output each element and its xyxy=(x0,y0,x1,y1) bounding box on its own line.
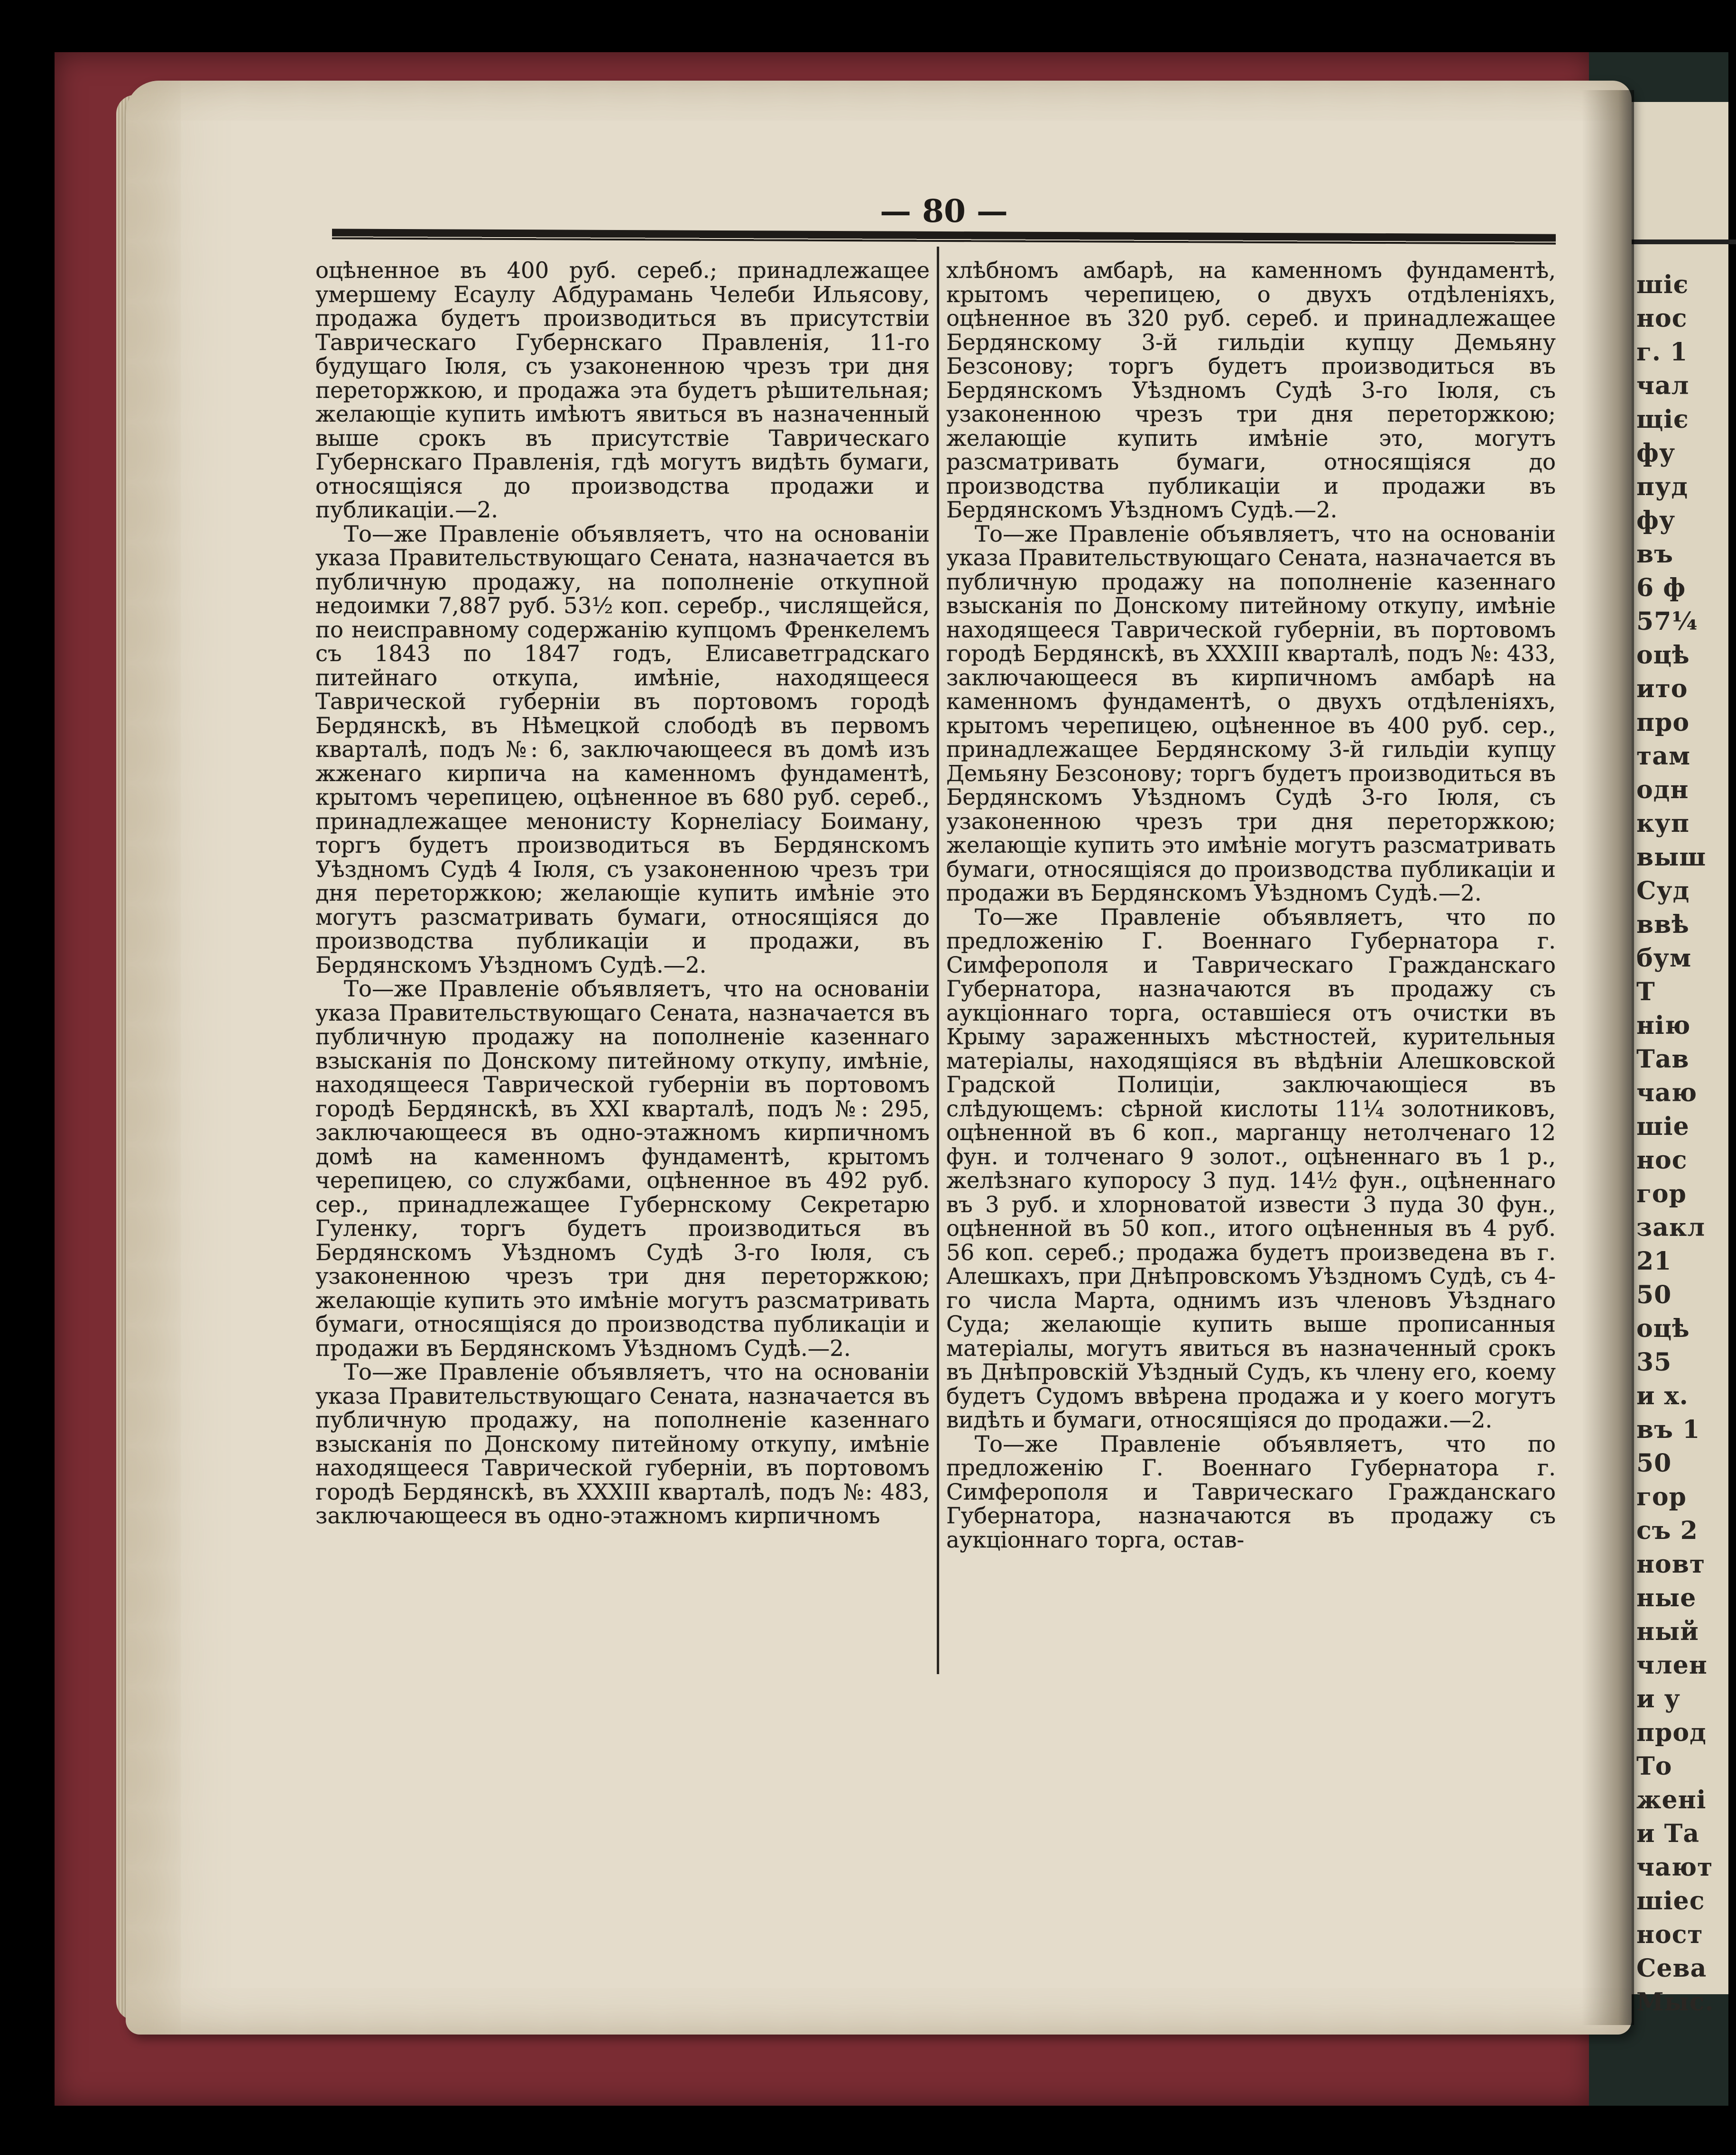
left-paragraph: оцѣненное въ 400 руб. сереб.; принадлежащее умершему Есаулу Абдурамань Челеби Ильясову, продажа будетъ производиться въ присутствіи Таврическаго Губернскаго Правленія, 11-го будущаго Іюля, съ узаконенною чрезъ три дня переторжкою, и продажа эта будетъ рѣшительная; желающіе купить имѣютъ явиться въ назначенный выше срокъ въ присутствіе Таврическаго Губернскаго Правленія, гдѣ могутъ видѣть бумаги, относящіяся до производства продажи и публикаціи.—2. xyxy=(315,258,930,523)
facing-page xyxy=(1622,102,1728,2017)
facing-page-text: шіє нос г. 1 чал щіє фу пуд фу въ 6 ф 57¼ оцѣ ито про там одн куп выш Суд ввѣ бум Т нію Тав чаю шіе нос гор закл 21 50 оцѣ 35 и х. въ 1 50 гор съ 2 новт ные ный член и у прод То женi и Та чают шіес ност Сева Мыс. xyxy=(1636,270,1714,2017)
page-number: — 80 — xyxy=(880,193,1008,230)
left-column xyxy=(315,258,930,1528)
right-paragraph: То—же Правленіе объявляетъ, что на основаніи указа Правительствующаго Сената, назначается въ публичную продажу на пополненіе казеннаго взысканія по Донскому питейному откупу, имѣніе находящееся Таврической губерніи, въ портовомъ городѣ Бердянскѣ, въ XXXIII кварталѣ, подъ №: 433, заключающееся въ кирпичномъ амбарѣ на каменномъ фундаментѣ, о двухъ отдѣленіяхъ, крытомъ черепицею, оцѣненное въ 400 руб. сер., принадлежащее Бердянскому 3-й гильдіи купцу Демьяну Безсонову; торгъ будетъ производиться въ Бердянскомъ Уѣздномъ Судѣ 3-го Іюля, съ узаконенною чрезъ три дня переторжкою; желающіе купить это имѣніе могутъ разсматривать бумаги, относящіяся до производства публикаціи и продажи въ Бердянскомъ Уѣздномъ Судѣ.—2. xyxy=(946,521,1556,906)
right-column xyxy=(946,258,1556,1552)
left-paragraph: То—же Правленіе объявляетъ, что на основаніи указа Правительствующаго Сената, назначается въ публичную продажу, на пополненіе откупной недоимки 7,887 руб. 53½ коп. серебр., числящейся, по неисправному содержанію купцомъ Френкелемъ съ 1843 по 1847 годъ, Елисаветградскаго питейнаго откупа, имѣніе, находящееся Таврической губерніи въ портовомъ городѣ Бердянскѣ, въ Нѣмецкой слободѣ въ первомъ кварталѣ, подъ №: 6, заключающееся въ домѣ изъ жженаго кирпича на каменномъ фундаментѣ, крытомъ черепицею, оцѣненное въ 680 руб. сереб., принадлежащее менонисту Корнеліасу Боиману, торгъ будетъ производиться въ Бердянскомъ Уѣздномъ Судѣ 4 Іюля, съ узаконенною чрезъ три дня переторжкою; желающіе купить имѣніе это могутъ разсматривать бумаги, относящіяся до производства публикаціи и продажи, въ Бердянскомъ Уѣздномъ Судѣ.—2. xyxy=(315,521,930,978)
right-paragraph: То—же Правленіе объявляетъ, что по предложенію Г. Военнаго Губернатора г. Симферополя и Таврическаго Гражданскаго Губернатора, назначаются въ продажу съ аукціоннаго торга, остав- xyxy=(946,1431,1556,1553)
left-paragraph: То—же Правленіе объявляетъ, что на основаніи указа Правительствующаго Сената, назначается въ публичную продажу на пополненіе казеннаго взысканія по Донскому питейному откупу, имѣніе, находящееся Таврической губерніи въ портовомъ городѣ Бердянскѣ, въ XXI кварталѣ, подъ №: 295, заключающееся въ одно-этажномъ кирпичномъ домѣ на каменномъ фундаментѣ, крытомъ черепицею, со службами, оцѣненное въ 492 руб. сер., принадлежащее Губернскому Секретарю Гуленку, торгъ будетъ производиться въ Бердянскомъ Уѣздномъ Судѣ 3-го Іюля, съ узаконенною чрезъ три дня переторжкою; желающіе купить это имѣніе могутъ разсматривать бумаги, относящіяся до производства публикаціи и продажи въ Бердянскомъ Уѣздномъ Судѣ.—2. xyxy=(315,976,930,1361)
right-paragraph: То—же Правленіе объявляетъ, что по предложенію Г. Военнаго Губернатора г. Симферополя и Таврическаго Гражданскаго Губернатора, назначаются въ продажу съ аукціоннаго торга, оставшіеся отъ очистки въ Крыму зараженныхъ мѣстностей, курительныя матеріалы, находящіяся въ вѣдѣніи Алешковской Градской Полиціи, заключающіеся въ слѣдующемъ: сѣрной кислоты 11¼ золотниковъ, оцѣненной въ 6 коп., марганцу нетолченаго 12 фун. и толченаго 9 золот., оцѣненнаго въ 1 р., желѣзнаго купоросу 3 пуд. 14½ фун., оцѣненнаго въ 3 руб. и хлорноватой извести 3 пуда 30 фун., оцѣненной въ 50 коп., итого оцѣненныя въ 4 руб. 56 коп. сереб.; продажа будетъ произведена въ г. Алешкахъ, при Днѣпровскомъ Уѣздномъ Судѣ, съ 4-го числа Марта, однимъ изъ членовъ Уѣзднаго Суда; желающіе купить выше прописанныя матеріалы, могутъ явиться въ назначенный срокъ въ Днѣпровскій Уѣздный Судъ, къ члену его, коему будетъ Судомъ ввѣрена продажа и у коего могутъ видѣть и бумаги, относящіяся до продажи.—2. xyxy=(946,904,1556,1433)
column-divider xyxy=(937,247,939,1674)
facing-page-rule xyxy=(1632,239,1736,244)
left-paragraph: То—же Правленіе объявляетъ, что на основаніи указа Правительствующаго Сената, назначается въ публичную продажу, на пополненіе казеннаго взысканія по Донскому питейному откупу, имѣніе находящееся Таврической губерніи, въ портовомъ городѣ Бердянскѣ, въ XXXIII кварталѣ, подъ №: 483, заключающееся въ одно-этажномъ кирпичномъ xyxy=(315,1359,930,1529)
right-paragraph: хлѣбномъ амбарѣ, на каменномъ фундаментѣ, крытомъ черепицею, о двухъ отдѣленіяхъ, оцѣненное въ 320 руб. сереб. и принадлежащее Бердянскому 3-й гильдіи купцу Демьяну Безсонову; торгъ будетъ производиться въ Бердянскомъ Уѣздномъ Судѣ 3-го Іюля, съ узаконенною чрезъ три дня переторжкою; желающіе купить имѣніе это, могутъ разсматривать бумаги, относящіяся до производства публикаціи и продажи въ Бердянскомъ Уѣздномъ Судѣ.—2. xyxy=(946,258,1556,523)
book-gutter-shadow xyxy=(1582,90,1634,2025)
